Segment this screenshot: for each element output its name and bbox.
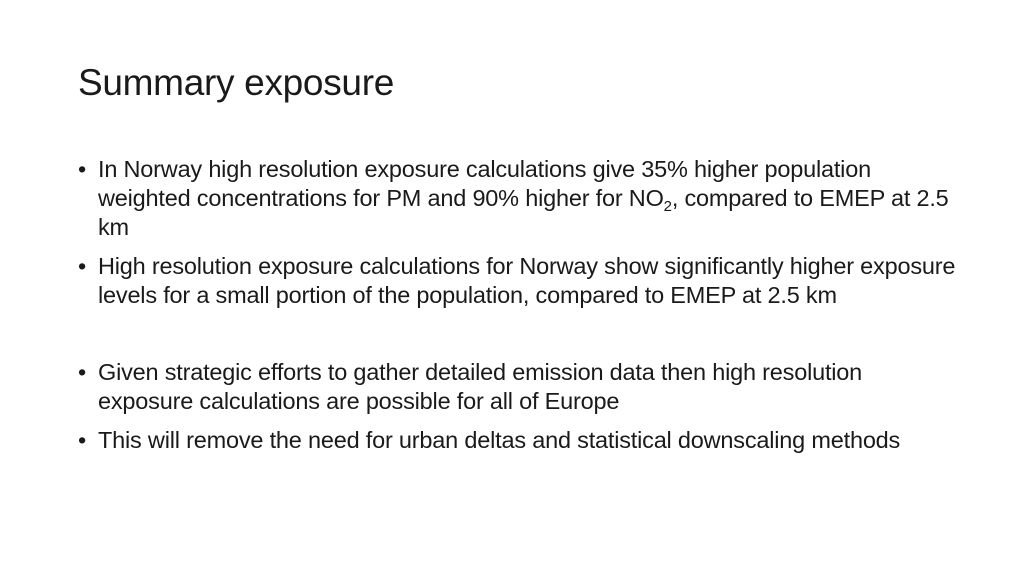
bullet-item [78,426,958,455]
bullet-icon: • [78,359,87,385]
bullet-item [78,252,958,310]
bullet-item [78,155,958,242]
bullet-list [78,155,958,465]
bullet-text-main: In Norway high resolution exposure calculations give 35% higher population weighted concentrations for PM and 90% higher for NO [98,156,871,211]
bullet-icon: • [78,427,87,453]
bullet-text-tail: , compared to EMEP at 2.5 km [98,185,949,240]
bullet-item [78,358,958,416]
bullet-text: Given strategic efforts to gather detailed emission data then high resolution exposure calculations are possible for all of Europe [98,359,863,414]
subscript: 2 [663,198,672,215]
bullet-icon: • [78,253,87,279]
bullet-text: High resolution exposure calculations for Norway show significantly higher exposure levels for a small portion of the population, compared to EMEP at 2.5 km [98,253,956,308]
bullet-icon: • [78,156,87,182]
bullet-text [98,155,958,242]
bullet-text: This will remove the need for urban deltas and statistical downscaling methods [98,427,901,453]
slide-title: Summary exposure [78,62,394,103]
